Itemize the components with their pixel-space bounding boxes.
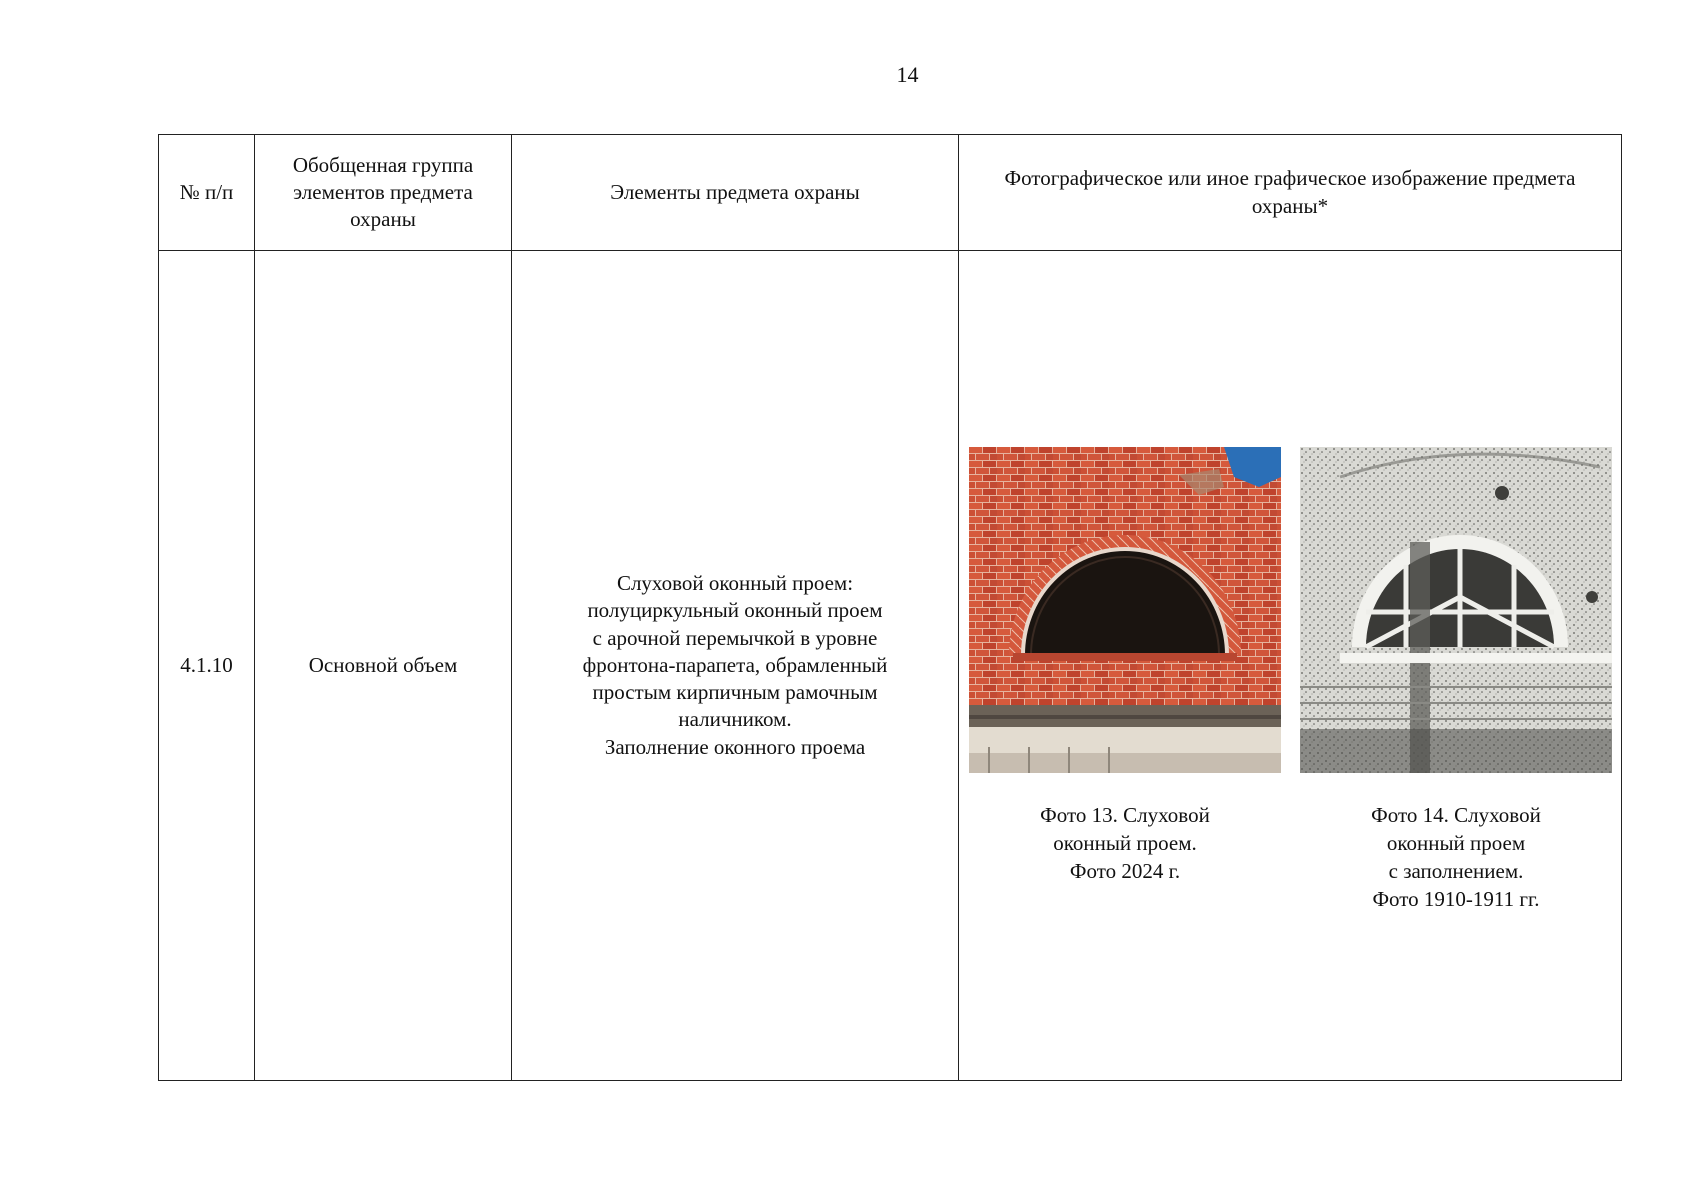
header-number: № п/п — [159, 135, 255, 251]
row-group: Основной объем — [255, 251, 512, 1081]
photo-13-block — [969, 447, 1281, 773]
elements-line: Слуховой оконный проем: — [616, 570, 854, 595]
caption-line: Фото 13. Слуховой — [1040, 803, 1210, 827]
caption-line: оконный проем — [1386, 831, 1526, 855]
elements-line: полуциркульный оконный проем — [587, 598, 883, 623]
caption-line: Фото 2024 г. — [1069, 859, 1181, 883]
header-elements: Элементы предмета охраны — [512, 135, 959, 251]
photo-pair — [969, 447, 1612, 773]
elements-line: фронтона-парапета, обрамленный — [582, 652, 888, 677]
caption-line: Фото 1910-1911 гг. — [1372, 887, 1540, 911]
header-image: Фотографическое или иное графическое изображение предмета охраны* — [959, 135, 1622, 251]
photo-13-caption — [969, 801, 1281, 913]
photo-13-brick-window — [969, 447, 1281, 773]
photo-captions — [969, 801, 1612, 913]
photo-14-historic-window — [1300, 447, 1612, 773]
caption-line: Фото 14. Слуховой — [1371, 803, 1541, 827]
caption-line: оконный проем. — [1053, 831, 1197, 855]
row-number: 4.1.10 — [159, 251, 255, 1081]
elements-line: с арочной перемычкой в уровне — [592, 625, 878, 650]
elements-line: Заполнение оконного проема — [604, 734, 866, 759]
photo-14-caption — [1300, 801, 1612, 913]
protection-table — [158, 134, 1622, 1081]
row-elements — [512, 251, 959, 1081]
table-row — [159, 251, 1622, 1081]
elements-line: наличником. — [678, 707, 792, 732]
elements-line: простым кирпичным рамочным — [592, 680, 878, 705]
table-header-row — [159, 135, 1622, 251]
page-number: 14 — [896, 62, 919, 87]
photo-14-block — [1300, 447, 1612, 773]
header-group: Обобщенная группа элементов предмета охраны — [255, 135, 512, 251]
row-photos — [959, 251, 1622, 1081]
caption-line: с заполнением. — [1388, 859, 1524, 883]
